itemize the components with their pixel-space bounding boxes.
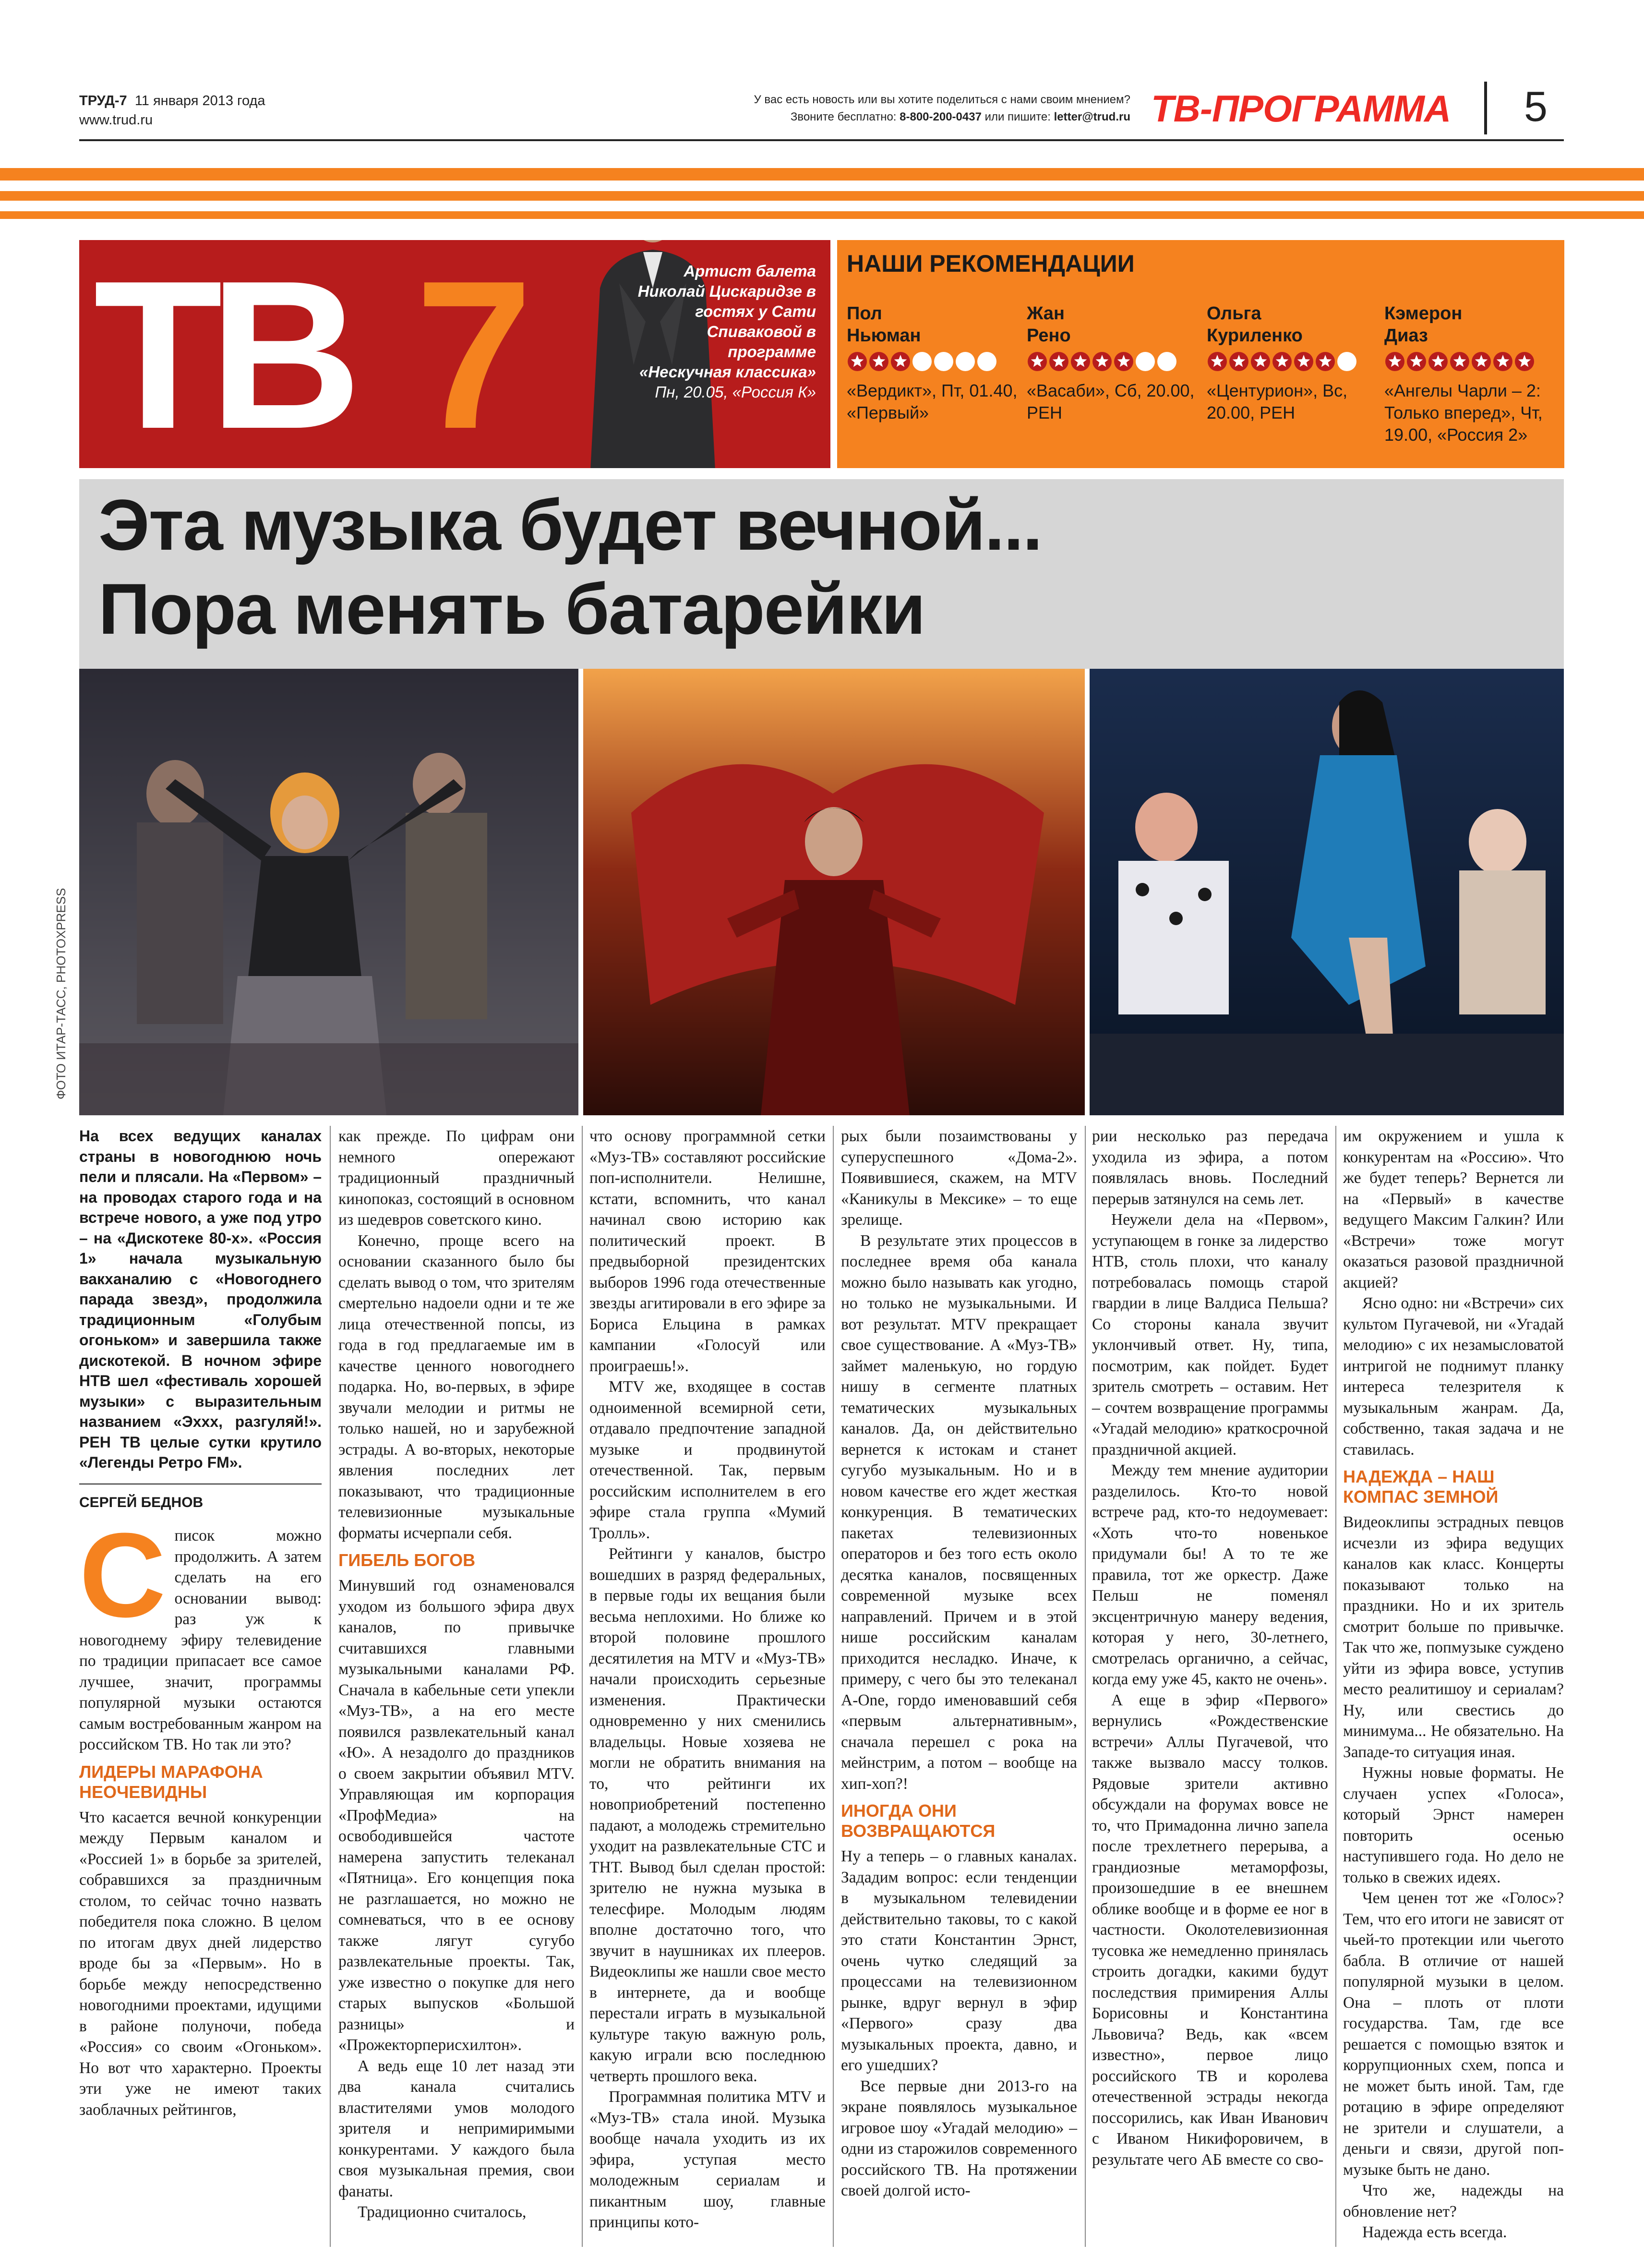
recommendation-item [847, 302, 1020, 424]
paragraph: Конечно, проще всего на основании сказанного было бы сделать вывод о том, что зрителям смертельно надоели одни и те же лица отечественной попсы, из года в год предлагаемые им в качестве ценного новогоднего подарка. Но, во-первых, в эфире звучали мелодии и ритмы не только нашей, но и зарубежной эстрады. А во-вторых, некоторые явления последних лет показывают, что традиционные телевизионные музыкальные форматы исчерпали себя. [338, 1231, 575, 1542]
orange-stripe [0, 168, 1644, 181]
paragraph: Надежда есть всегда. [1362, 2223, 1507, 2241]
recommendation-schedule: «Ангелы Чарли – 2: Только вперед», Чт, 19.00, «Россия 2» [1384, 381, 1543, 445]
paragraph: А ведь еще 10 лет назад эти два канала считались властителями умов молодого зрителя и непримиримыми конкурентами. У каждого была своя музыкальная премия, свои фанаты. [338, 2057, 575, 2200]
tv7-caption [634, 261, 816, 402]
star-empty-icon [1136, 352, 1155, 371]
recommendations-box [837, 240, 1564, 468]
recommendation-schedule: «Васаби», Сб, 20.00, РЕН [1027, 381, 1195, 422]
tv7-logo-tv: ТВ [94, 240, 348, 468]
star-empty-icon [1157, 352, 1176, 371]
headline-line-1: Эта музыка будет вечной... [98, 484, 1042, 565]
column-rule [330, 1126, 331, 2247]
star-filled-icon [1515, 352, 1534, 371]
recommendation-first-name: Ольга [1207, 303, 1261, 324]
recommendation-first-name: Кэмерон [1384, 303, 1463, 324]
paragraph: как прежде. По цифрам они немного опережают традиционный праздничный кинопоказ, состоящий в основном из шедевров советского кино. [338, 1127, 575, 1229]
contact-mid: или пишите: [981, 110, 1054, 123]
paragraph: Видеоклипы эстрадных певцов исчезли из эфира ведущих каналов как класс. Концерты показывают только на праздники. Но и их зритель смотрит больше по привычке. Так что же, попмузыке суждено уйти из эфира вовсе, уступив место реалитишоу и сериалам? Ну, или свестись до минимума... Не обязательно. На Западе-то ситуация иная. [1343, 1513, 1564, 1761]
tv7-banner [79, 240, 830, 468]
star-filled-icon [1208, 352, 1227, 371]
column-rule [582, 1126, 583, 2247]
article-intro: писок можно продолжить. А затем сделать на его основании вывод: раз уж к новогоднему эфиру телевидение по традиции припасает все самое лучшее, значит, программы популярной музыки остаются самым востребованным жанром на российском ТВ. Но так ли это? [79, 1527, 322, 1753]
dropcap: С [79, 1508, 166, 1642]
recommendation-last-name: Ньюман [847, 326, 921, 346]
star-filled-icon [1294, 352, 1313, 371]
paragraph: MTV же, входящее в состав одноименной всемирной сети, отдавало предпочтение западной музыке и продвинутой отечественной. Так, первым российским исполнителем в его эфире стала группа «Мумий Тролль». [589, 1378, 826, 1542]
star-filled-icon [1428, 352, 1448, 371]
star-filled-icon [1251, 352, 1270, 371]
star-empty-icon [934, 352, 953, 371]
article-column-1 [79, 1126, 322, 2120]
paragraph: В результате этих процессов в последнее время оба канала можно было называть как угодно, но только не музыкальными. И вот результат. MTV прекращает свое существование. А «Муз-ТВ» займет маленькую, но гордую нишу в сегменте платных тематических музыкальных каналов. Да, он действительно вернется к истокам и станет сугубо музыкальным. Но и в новом качестве его ждет жесткая конкуренция. В тематических пакетах телевизионных операторов и без того есть около десятка каналов, посвященных современной музыке всех направлений. Причем и в этой нише российским каналам приходится несладко. Иначе, к примеру, с чего бы это телеканал A-One, гордо именовавший себя «первым альтернативным», сначала перешел с рока на мейнстрим, а потом – вообще на хип-хоп?! [841, 1231, 1077, 1793]
article-column-4 [841, 1126, 1077, 2201]
article-lead: На всех ведущих каналах страны в новогоднюю ночь пели и плясали. На «Первом» – на проводах старого года и на встрече нового, а уже под утро – на «Дискотеке 80-х». «Россия 1» начала музыкальную вакханалию с «Новогоднего парада звезд», продолжила традиционным «Голубым огоньком» и завершила также дискотекой. В ночном эфире НТВ шел «фестиваль хорошей музыки» с выразительным названием «Эххх, разгуляй!». РЕН ТВ целые сутки крутило «Легенды Ретро FM». [79, 1127, 322, 1471]
header-rule [79, 139, 1564, 141]
paragraph: Что касается вечной конкуренции между Первым каналом и «Россией 1» в борьбе за зрителей, собравшихся за праздничным столом, то сейчас точно назвать победителя пока сложно. В целом по итогам двух дней лидерство вроде бы за «Первым». Но в борьбе между непосредственно новогодними проектами, идущими в районе полуночи, победа «Россия» со своим «Огоньком». Но вот что характерно. Проекты эти уже не имеют таких заоблачных рейтингов, [79, 1808, 322, 2119]
star-filled-icon [1028, 352, 1047, 371]
recommendation-item [1384, 302, 1557, 446]
photo-pugacheva [79, 669, 578, 1115]
star-filled-icon [1407, 352, 1426, 371]
photo-dancer [1090, 669, 1564, 1115]
rating-stars [1384, 350, 1548, 373]
contact-prefix: Звоните бесплатно: [790, 110, 900, 123]
contact-phone[interactable]: 8-800-200-0437 [900, 110, 982, 123]
recommendation-last-name: Диаз [1384, 326, 1428, 346]
recommendations-title: НАШИ РЕКОМЕНДАЦИИ [847, 250, 1135, 277]
star-filled-icon [1316, 352, 1335, 371]
paragraph: рых были позаимствованы у суперуспешного «Дома-2». Появившиеся, скажем, на MTV «Каникулы в Мексике» – то еще зрелище. [841, 1127, 1077, 1229]
issue-date: 11 января 2013 года [134, 93, 265, 109]
star-filled-icon [869, 352, 888, 371]
paragraph: Традиционно считалось, [358, 2203, 527, 2221]
recommendation-schedule: «Центурион», Вс, 20.00, РЕН [1207, 381, 1348, 422]
star-filled-icon [1493, 352, 1512, 371]
contact-line: У вас есть новость или вы хотите поделиться с нами своим мнением? [754, 93, 1130, 106]
paragraph: Минувший год ознаменовался уходом из большого эфира двух каналов, по привычке считавшихся главными музыкальными каналами РФ. Сначала в кабельные сети упекли «Муз-ТВ», а на его месте появился развлекательный канал «Ю». А незадолго до праздников о своем закрытии объявил MTV. Управляющая им корпорация «ПрофМедиа» на освободившейся частоте намерена запустить телеканал «Пятница». Его концепция пока не разглашается, но можно не сомневаться, что в ее основу также лягут сугубо развлекательные проекты. Так, уже известно о покупке для него старых выпусков «Большой разницы» и «Прожекторперисхилтон». [338, 1577, 575, 2054]
subheading-gods: ГИБЕЛЬ БОГОВ [338, 1550, 476, 1570]
star-filled-icon [1272, 352, 1292, 371]
contact-info [576, 91, 1130, 126]
tv7-caption-time: Пн, 20.05, «Россия К» [655, 383, 816, 401]
star-filled-icon [1049, 352, 1068, 371]
star-filled-icon [1092, 352, 1112, 371]
paragraph: Ясно одно: ни «Встречи» сих культом Пугачевой, ни «Угадай мелодию» с их незамысловатой интригой не поднимут планку интереса телезрителя к музыкальным жанрам. Да, собственно, такая задача и не ставилась. [1343, 1294, 1564, 1459]
column-rule [833, 1126, 834, 2247]
star-empty-icon [1337, 352, 1356, 371]
subheading-hope: НАДЕЖДА – НАШ КОМПАС ЗЕМНОЙ [1343, 1467, 1499, 1507]
paragraph: Нужны новые форматы. Не случаен успех «Голоса», который Эрнст намерен повторить осенью наступившего года. Но дело не только в свежих идеях. [1343, 1764, 1564, 1886]
paragraph: Неужели дела на «Первом», уступающем в гонке за лидерство НТВ, столь плохи, что каналу потребовалась помощь старой гвардии в лице Валдиса Пельша? Со стороны канала звучит уклончивый ответ. Ну, типа, посмотрим, как пойдет. Будет зритель смотреть – оставим. Нет – сочтем возвращение программы «Угадай мелодию» краткосрочной праздничной акцией. [1092, 1211, 1328, 1459]
column-rule [1335, 1126, 1336, 2247]
star-filled-icon [891, 352, 910, 371]
paragraph: Программная политика MTV и «Муз-ТВ» стала иной. Музыка вообще начала уходить из их эфира, уступая место молодежным сериалам и пикантным шоу, главные принципы кото- [589, 2088, 826, 2231]
star-filled-icon [1450, 352, 1469, 371]
paragraph: Все первые дни 2013-го на экране появлялось музыкальное игровое шоу «Угадай мелодию» – одни из старожилов современного российского ТВ. На протяжении своей долгой исто- [841, 2077, 1077, 2199]
recommendation-last-name: Рено [1027, 326, 1071, 346]
paragraph: Что же, надежды на обновление нет? [1343, 2182, 1564, 2220]
tv7-logo-seven: 7 [415, 240, 533, 468]
paragraph: Ну а теперь – о главных каналах. Зададим вопрос: если тенденции в музыкальном телевидении действительно таковы, то с какой это стати Константин Эрнст, очень чутко следящий за процессами на телевизионном рынке, вдруг вернул в эфир «Первого» сразу два музыкальных проекта, давно, и его ушедших? [841, 1847, 1077, 2074]
photo-credit: ФОТО ИТАР-ТАСС, PHOTOXPRESS [54, 888, 68, 1099]
paragraph: Чем ценен тот же «Голос»? Тем, что его итоги не зависят от чьей-то протекции или чьегото бабла. В отличие от нашей популярной музыки в целом. Она – плоть от плоти государства. Там, где все решается с помощью взяток и коррупционных схем, попса и не может быть иной. Там, где ротацию в эфире определяют не зрители и слушатели, а деньги и связи, другой поп-музыке быть не дано. [1343, 1889, 1564, 2179]
contact-email[interactable]: letter@trud.ru [1054, 110, 1130, 123]
rating-stars [1027, 350, 1190, 373]
article-column-5 [1092, 1126, 1328, 2170]
paragraph: Рейтинги у каналов, быстро вошедших в разряд федеральных, в первые годы их вещания были весьма неплохими. Но ближе ко второй половине прошлого десятилетия на MTV и «Муз-ТВ» начали происходить серьезные изменения. Практически одновременно у них сменились владельцы. Новые хозяева не могли не обратить внимания на то, что рейтинги их новоприобретений постепенно падают, а молодежь стремительно уходит на развлекательные СТС и ТНТ. Вывод был сделан простой: зрителю не нужна музыка в телесфире. Молодым людям вполне достаточно того, что звучит в наушниках их плееров. Видеоклипы же нашли свое место в интернете, да и вообще перестали играть в музыкальной культуре такую важную роль, какую играли всю последнюю четверть прошлого века. [589, 1545, 826, 2085]
rating-stars [1207, 350, 1370, 373]
byline: СЕРГЕЙ БЕДНОВ [79, 1484, 322, 1513]
paragraph: им окружением и ушла к конкурентам на «Россию». Что же будет теперь? Вернется ли на «Первый» в качестве ведущего Максим Галкин? Или «Встречи» тоже могут оказаться разовой праздничной акцией? [1343, 1127, 1564, 1291]
orange-stripe [0, 191, 1644, 201]
star-filled-icon [1229, 352, 1248, 371]
masthead-info [79, 91, 265, 130]
recommendation-last-name: Куриленко [1207, 326, 1303, 346]
recommendation-item [1207, 302, 1380, 424]
paper-name: ТРУД-7 [79, 93, 127, 109]
star-filled-icon [1385, 352, 1404, 371]
article-column-6 [1343, 1126, 1564, 2243]
orange-stripe [0, 211, 1644, 219]
photo-kirkorov [583, 669, 1085, 1115]
paragraph: рии несколько раз передача уходила из эфира, а потом появлялась вновь. Последний перерыв затянулся на семь лет. [1092, 1127, 1328, 1208]
star-empty-icon [912, 352, 932, 371]
star-filled-icon [1071, 352, 1090, 371]
headline-block [79, 479, 1564, 669]
recommendation-schedule: «Вердикт», Пт, 01.40, «Первый» [847, 381, 1018, 422]
header-divider [1484, 82, 1487, 134]
star-filled-icon [1114, 352, 1133, 371]
paragraph: А еще в эфир «Первого» вернулись «Рождественские встречи» Аллы Пугачевой, что также вызвало массу толков. Рядовые зрители активно обсуждали на форумах вовсе не то, что Примадонна лично запела после трехлетнего перерыва, а грандиозные метаморфозы, произошедшие в ее внешнем облике вообще и в форме ее ног в частности. Околотелевизионная тусовка же немедленно принялась строить догадки, какими будут последствия примирения Аллы Борисовны и Константина Львовича? Ведь, как «всем известно», первое лицо российского ТВ и королева отечественной эстрады некогда поссорились, как Иван Иванович с Иваном Никифоровичем, в результате чего АБ вместе со сво- [1092, 1691, 1328, 2169]
star-filled-icon [1472, 352, 1491, 371]
subheading-return: ИНОГДА ОНИ ВОЗВРАЩАЮТСЯ [841, 1801, 996, 1841]
site-link[interactable]: www.trud.ru [79, 112, 153, 128]
article-column-3 [589, 1126, 826, 2233]
paragraph: Между тем мнение аудитории разделилось. Кто-то новой встрече рад, кто-то недоумевает: «Хоть что-то новенькое придумали бы! А то те же правила, тот же оркестр. Даже Пельш не поменял эксцентричную манеру ведения, которая у него, 30-летнего, смотрелась органично, а сейчас, когда ему уже 45, както не очень». [1092, 1461, 1328, 1688]
article-column-2 [338, 1126, 575, 2223]
subheading-leaders: ЛИДЕРЫ МАРАФОНА НЕОЧЕВИДНЫ [79, 1761, 263, 1802]
paragraph: что основу программной сетки «Муз-ТВ» составляют российские поп-исполнители. Нелишне, кстати, вспомнить, что канал начинал свою историю как политический проект. В предвыборной президентских выборов 1996 года отечественные звезды агитировали в его эфире за Бориса Ельцина в рамках кампании «Голосуй или проиграешь!». [589, 1127, 826, 1375]
star-filled-icon [848, 352, 867, 371]
recommendation-first-name: Пол [847, 303, 882, 324]
star-empty-icon [977, 352, 996, 371]
section-title: ТВ-ПРОГРАММА [1151, 87, 1451, 130]
tv7-caption-text: Артист балета Николай Цискаридзе в гостях у Сати Спиваковой в программе «Нескучная классика» [637, 262, 816, 381]
recommendation-first-name: Жан [1027, 303, 1065, 324]
star-empty-icon [956, 352, 975, 371]
rating-stars [847, 350, 1010, 373]
page-number: 5 [1524, 83, 1548, 130]
recommendation-item [1027, 302, 1200, 424]
headline-line-2: Пора менять батарейки [98, 568, 925, 649]
column-rule [1085, 1126, 1086, 2247]
